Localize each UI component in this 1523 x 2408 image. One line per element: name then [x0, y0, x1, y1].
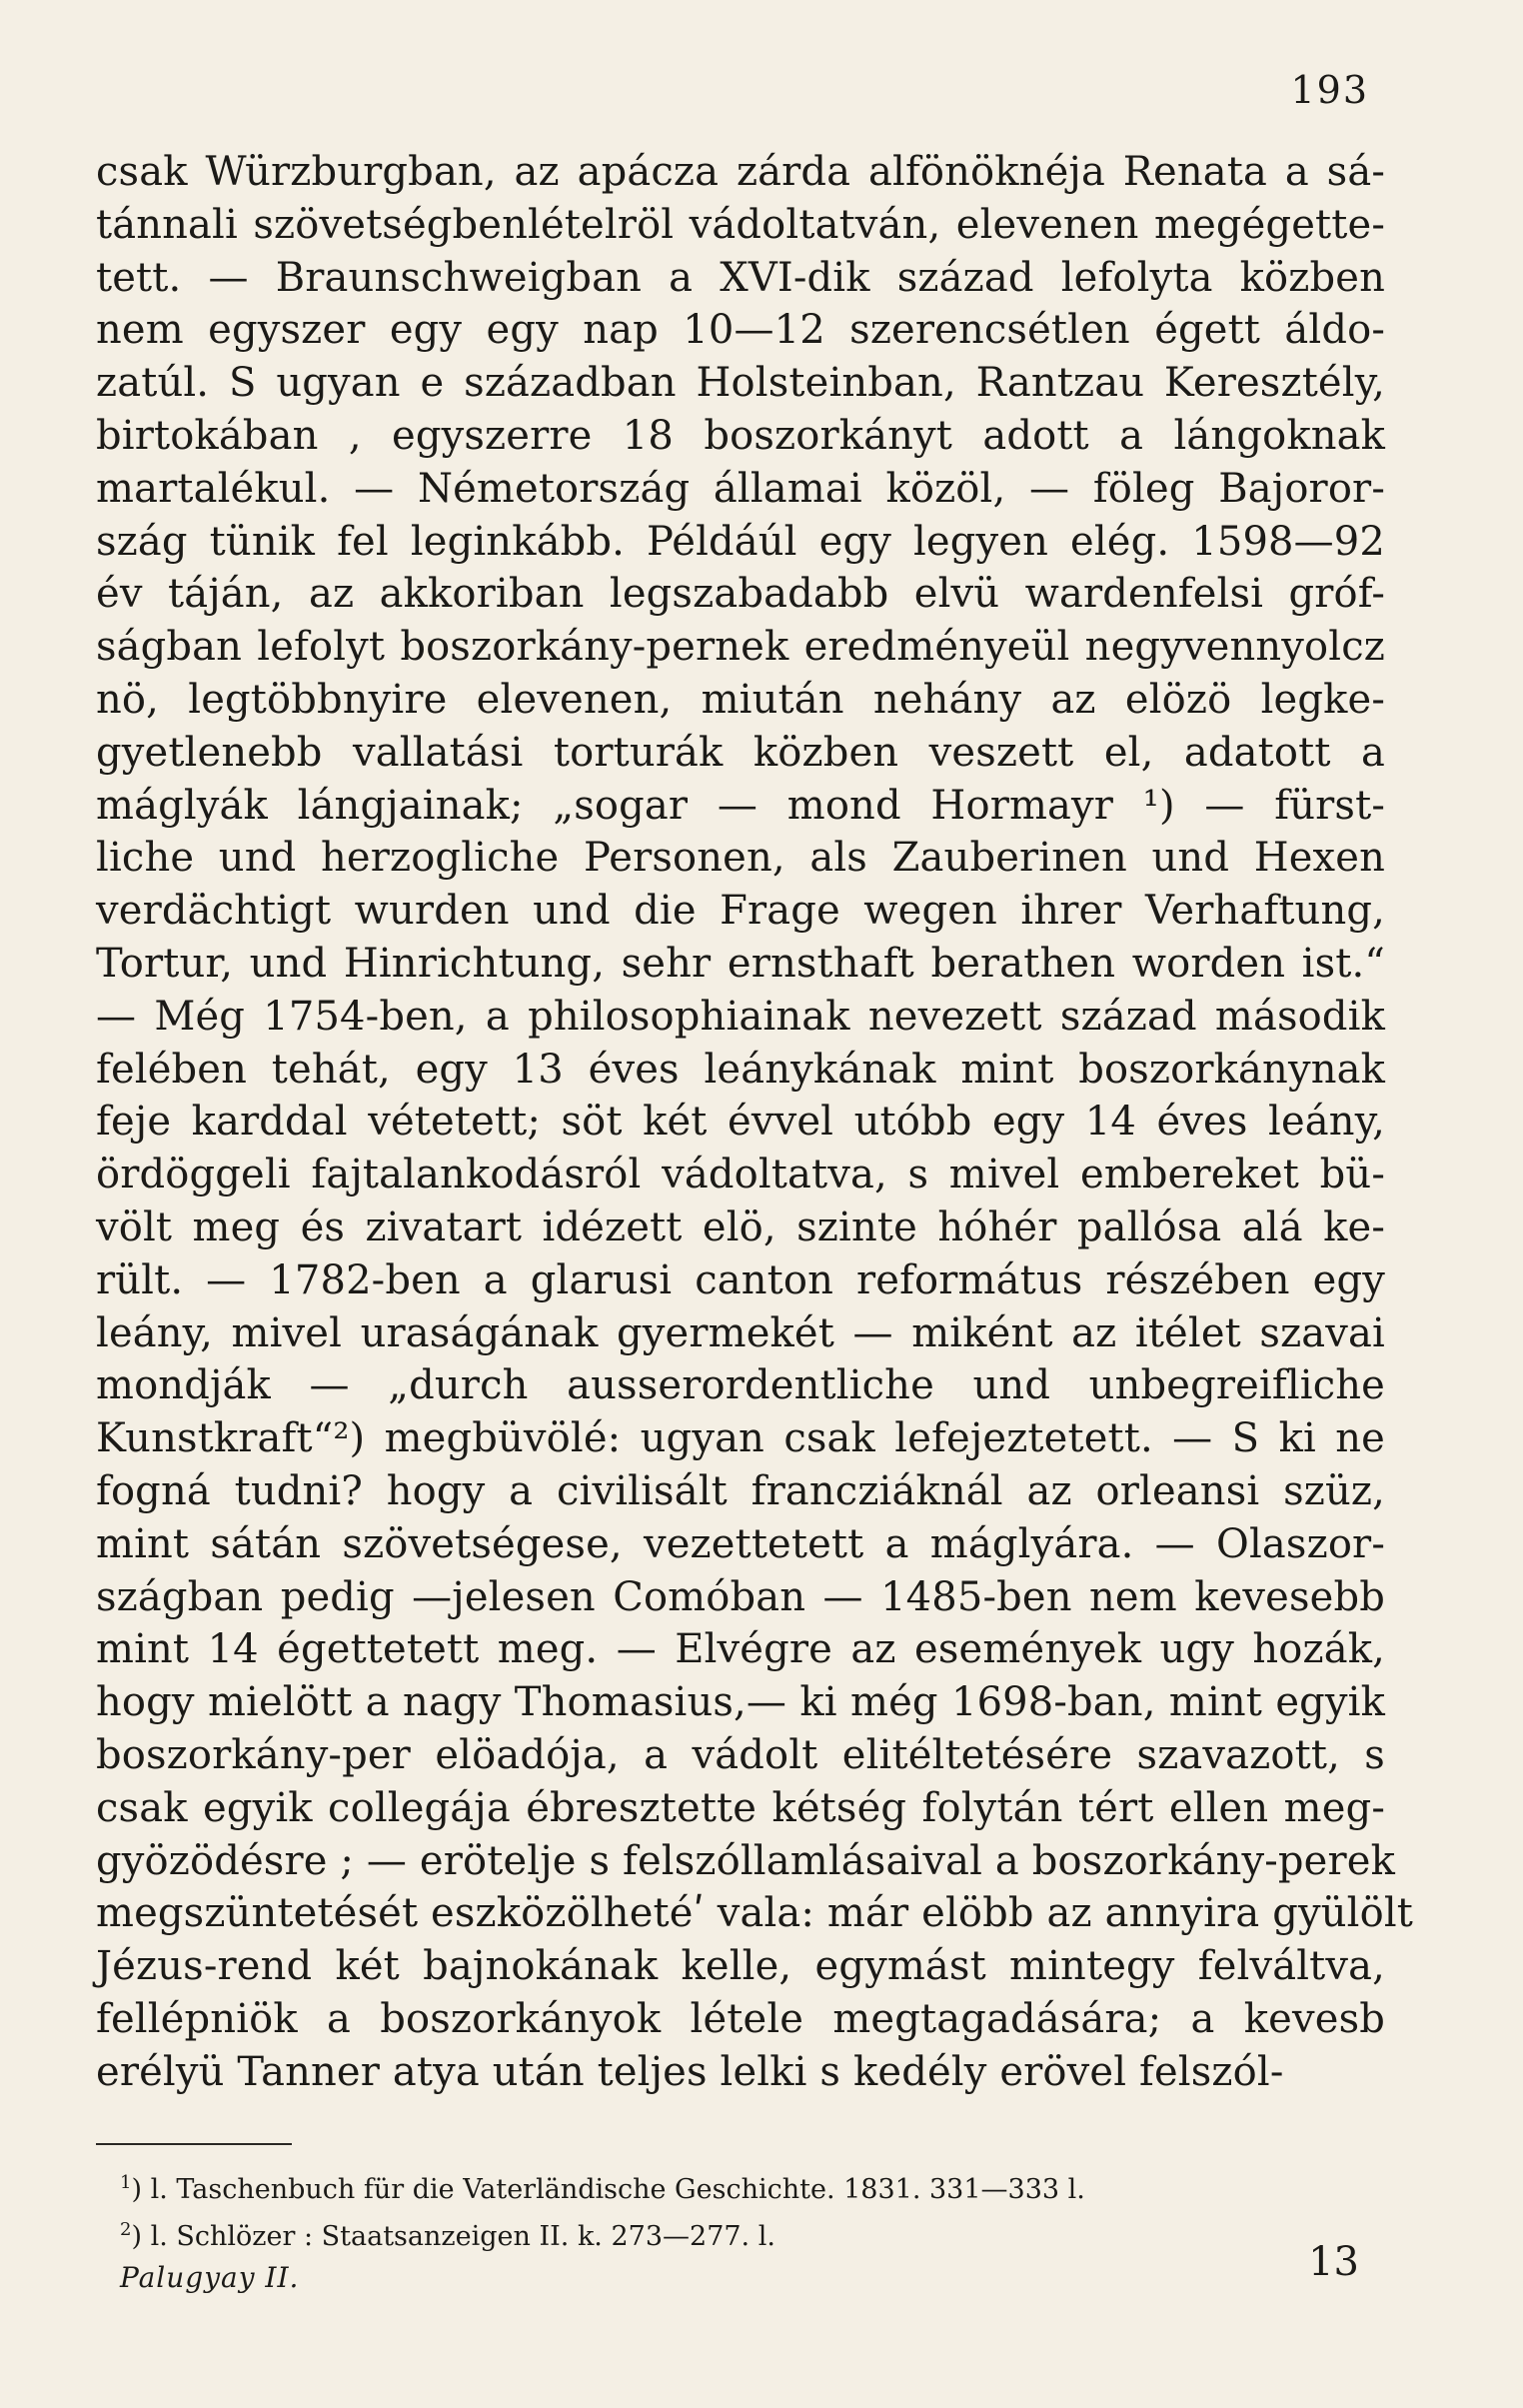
printer-signature: Palugyay II.	[120, 2261, 300, 2294]
text-line: tánnali szövetségbenlételröl vádoltatván, elevenen megégette-	[96, 201, 1385, 248]
text-line: Jézus-rend két bajnokának kelle, egymást mintegy felváltva,	[96, 1943, 1385, 1990]
text-line: szág tünik fel leginkább. Példáúl egy legyen elég. 1598—92	[96, 518, 1385, 565]
body-text	[96, 146, 1413, 2098]
text-line: erélyü Tanner atya után teljes lelki s kedély erövel felszól-	[96, 2048, 1284, 2095]
footnote-mark: 2	[120, 2219, 132, 2240]
text-line: mint 14 égettetett meg. — Elvégre az események ugy hozák,	[96, 1626, 1385, 1673]
text-line: nö, legtöbbnyire elevenen, miután nehány az elözö legke-	[96, 676, 1385, 723]
text-line: zatúl. S ugyan e században Holsteinban, Rantzau Keresztély,	[96, 360, 1385, 407]
footnote-1: $^1$) l. Taschenbuch für die Vaterländische Geschichte. 1831. 331—333 l.	[120, 2172, 1085, 2205]
text-line: gyözödésre ; — erötelje s felszóllamlásaival a boszorkány-perek	[96, 1837, 1395, 1884]
text-line: ördöggeli fajtalankodásról vádoltatva, s mivel embereket bü-	[96, 1152, 1385, 1199]
footnote-2: $^2$) l. Schlözer : Staatsanzeigen II. k. 273—277. l.	[120, 2219, 775, 2252]
text-line: liche und herzogliche Personen, als Zauberinen und Hexen	[96, 835, 1385, 882]
text-line: fogná tudni? hogy a civilisált francziáknál az orleansi szüz,	[96, 1467, 1385, 1514]
text-line: völt meg és zivatart idézett elö, szinte hóhér pallósa alá ke-	[96, 1204, 1385, 1250]
text-line: év táján, az akkoriban legszabadabb elvü wardenfelsi gróf-	[96, 571, 1385, 618]
text-line: Tortur, und Hinrichtung, sehr ernsthaft berathen worden ist.“	[96, 940, 1385, 987]
text-line: Kunstkraft“²) megbüvölé: ugyan csak lefejeztetett. — S ki ne	[96, 1415, 1385, 1462]
footnote-text: l. Taschenbuch für die Vaterländische Geschichte. 1831. 331—333 l.	[150, 2174, 1085, 2205]
text-line: szágban pedig —jelesen Comóban — 1485-ben nem kevesebb	[96, 1573, 1385, 1620]
text-line: mint sátán szövetségese, vezettetett a máglyára. — Olaszor-	[96, 1520, 1385, 1567]
text-line: rült. — 1782-ben a glarusi canton református részében egy	[96, 1256, 1385, 1303]
text-line: ságban lefolyt boszorkány-pernek eredményeül negyvennyolcz	[96, 624, 1385, 671]
text-line: csak egyik collegája ébresztette kétség folytán tért ellen meg-	[96, 1784, 1385, 1831]
text-line: hogy mielött a nagy Thomasius,— ki még 1698-ban, mint egyik	[96, 1679, 1385, 1726]
text-line: csak Würzburgban, az apácza zárda alfönöknéja Renata a sá-	[96, 149, 1385, 195]
text-line: mondják — „durch ausserordentliche und unbegreifliche	[96, 1362, 1385, 1409]
text-line: nem egyszer egy egy nap 10—12 szerencsétlen égett áldo-	[96, 307, 1385, 354]
text-line: fellépniök a boszorkányok létele megtagadására; a kevesb	[96, 1995, 1385, 2042]
text-line: boszorkány-per elöadója, a vádolt elitéltetésére szavazott, s	[96, 1731, 1385, 1778]
text-line: birtokában , egyszerre 18 boszorkányt adott a lángoknak	[96, 412, 1385, 459]
text-line: — Még 1754-ben, a philosophiainak nevezett század második	[96, 993, 1385, 1040]
page-number: 193	[1290, 68, 1369, 112]
sheet-number: 13	[1308, 2239, 1359, 2285]
text-line: máglyák lángjainak; „sogar — mond Hormayr ¹) — fürst-	[96, 782, 1385, 829]
text-line: leány, mivel uraságának gyermekét — miként az itélet szavai	[96, 1309, 1385, 1356]
text-line: verdächtigt wurden und die Frage wegen ihrer Verhaftung,	[96, 888, 1385, 935]
text-line: gyetlenebb vallatási torturák közben veszett el, adatott a	[96, 729, 1385, 776]
text-line: martalékul. — Németország államai közöl, — föleg Bajoror-	[96, 465, 1385, 512]
text-line: tett. — Braunschweigban a XVI-dik század lefolyta közben	[96, 254, 1385, 301]
text-line: felében tehát, egy 13 éves leánykának mint boszorkánynak	[96, 1046, 1385, 1093]
text-line: megszüntetését eszközölhetéʹ vala: már elöbb az annyira gyülölt	[96, 1890, 1413, 1937]
text-line: feje karddal vétetett; söt két évvel utóbb egy 14 éves leány,	[96, 1099, 1385, 1146]
footnote-rule	[96, 2143, 292, 2145]
footnote-text: l. Schlözer : Staatsanzeigen II. k. 273—277. l.	[150, 2221, 775, 2252]
footnote-mark: 1	[120, 2172, 132, 2193]
